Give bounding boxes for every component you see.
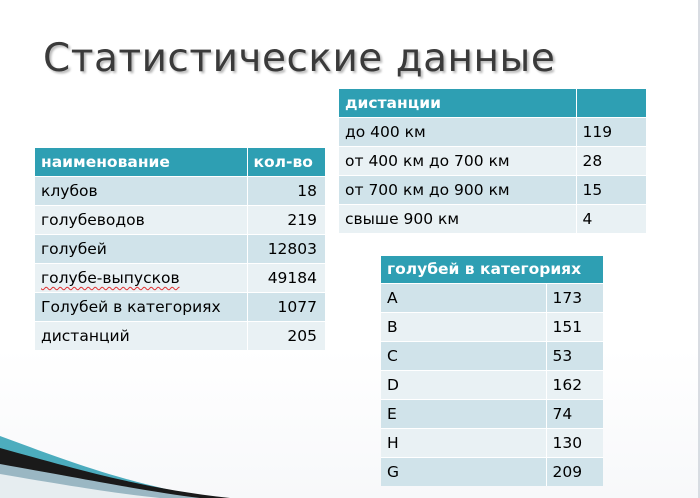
row-label xyxy=(35,264,247,293)
table-row xyxy=(35,235,325,264)
row-value: 173 xyxy=(546,284,603,313)
row-value: 74 xyxy=(546,400,603,429)
row-value: 53 xyxy=(546,342,603,371)
table-row xyxy=(35,322,325,351)
row-label: голубеводов xyxy=(35,206,247,235)
row-label: голубей xyxy=(35,235,247,264)
distance-table xyxy=(339,89,646,233)
row-label: от 700 км до 900 км xyxy=(339,176,576,205)
row-label: B xyxy=(381,313,546,342)
table-header-row xyxy=(339,89,646,118)
table-header-row xyxy=(35,148,325,177)
row-value: 119 xyxy=(576,118,646,147)
row-value: 12803 xyxy=(247,235,325,264)
table-header-row xyxy=(381,256,603,284)
row-value: 130 xyxy=(546,429,603,458)
spellcheck-label: голубе-выпусков xyxy=(41,269,180,287)
row-label: E xyxy=(381,400,546,429)
row-value: 151 xyxy=(546,313,603,342)
row-value: 15 xyxy=(576,176,646,205)
table-row xyxy=(381,313,603,342)
row-label: свыше 900 км xyxy=(339,205,576,234)
table-row xyxy=(35,206,325,235)
header-count: кол-во xyxy=(247,148,325,177)
row-label: Голубей в категориях xyxy=(35,293,247,322)
header-name: наименование xyxy=(35,148,247,177)
table-row xyxy=(35,293,325,322)
table-row xyxy=(381,284,603,313)
table-row xyxy=(339,118,646,147)
slide-title: Статистические данные xyxy=(43,36,556,81)
row-value: 49184 xyxy=(247,264,325,293)
table-row xyxy=(339,147,646,176)
table-row xyxy=(35,177,325,206)
row-label: от 400 км до 700 км xyxy=(339,147,576,176)
row-label: до 400 км xyxy=(339,118,576,147)
row-value: 219 xyxy=(247,206,325,235)
row-value: 205 xyxy=(247,322,325,351)
header-distance: дистанции xyxy=(339,89,576,118)
decorative-swoosh xyxy=(0,418,700,498)
row-value: 4 xyxy=(576,205,646,234)
row-value: 209 xyxy=(546,458,603,487)
header-categories: голубей в категориях xyxy=(381,256,603,284)
table-row xyxy=(381,371,603,400)
row-label: клубов xyxy=(35,177,247,206)
row-label: H xyxy=(381,429,546,458)
row-label: A xyxy=(381,284,546,313)
row-label: G xyxy=(381,458,546,487)
table-row xyxy=(339,176,646,205)
table-row xyxy=(35,264,325,293)
row-label: D xyxy=(381,371,546,400)
table-row xyxy=(339,205,646,234)
main-stats-table xyxy=(35,148,325,350)
row-value: 162 xyxy=(546,371,603,400)
row-value: 18 xyxy=(247,177,325,206)
table-row xyxy=(381,342,603,371)
row-label: дистанций xyxy=(35,322,247,351)
row-label: C xyxy=(381,342,546,371)
row-value: 1077 xyxy=(247,293,325,322)
row-value: 28 xyxy=(576,147,646,176)
header-empty xyxy=(576,89,646,118)
